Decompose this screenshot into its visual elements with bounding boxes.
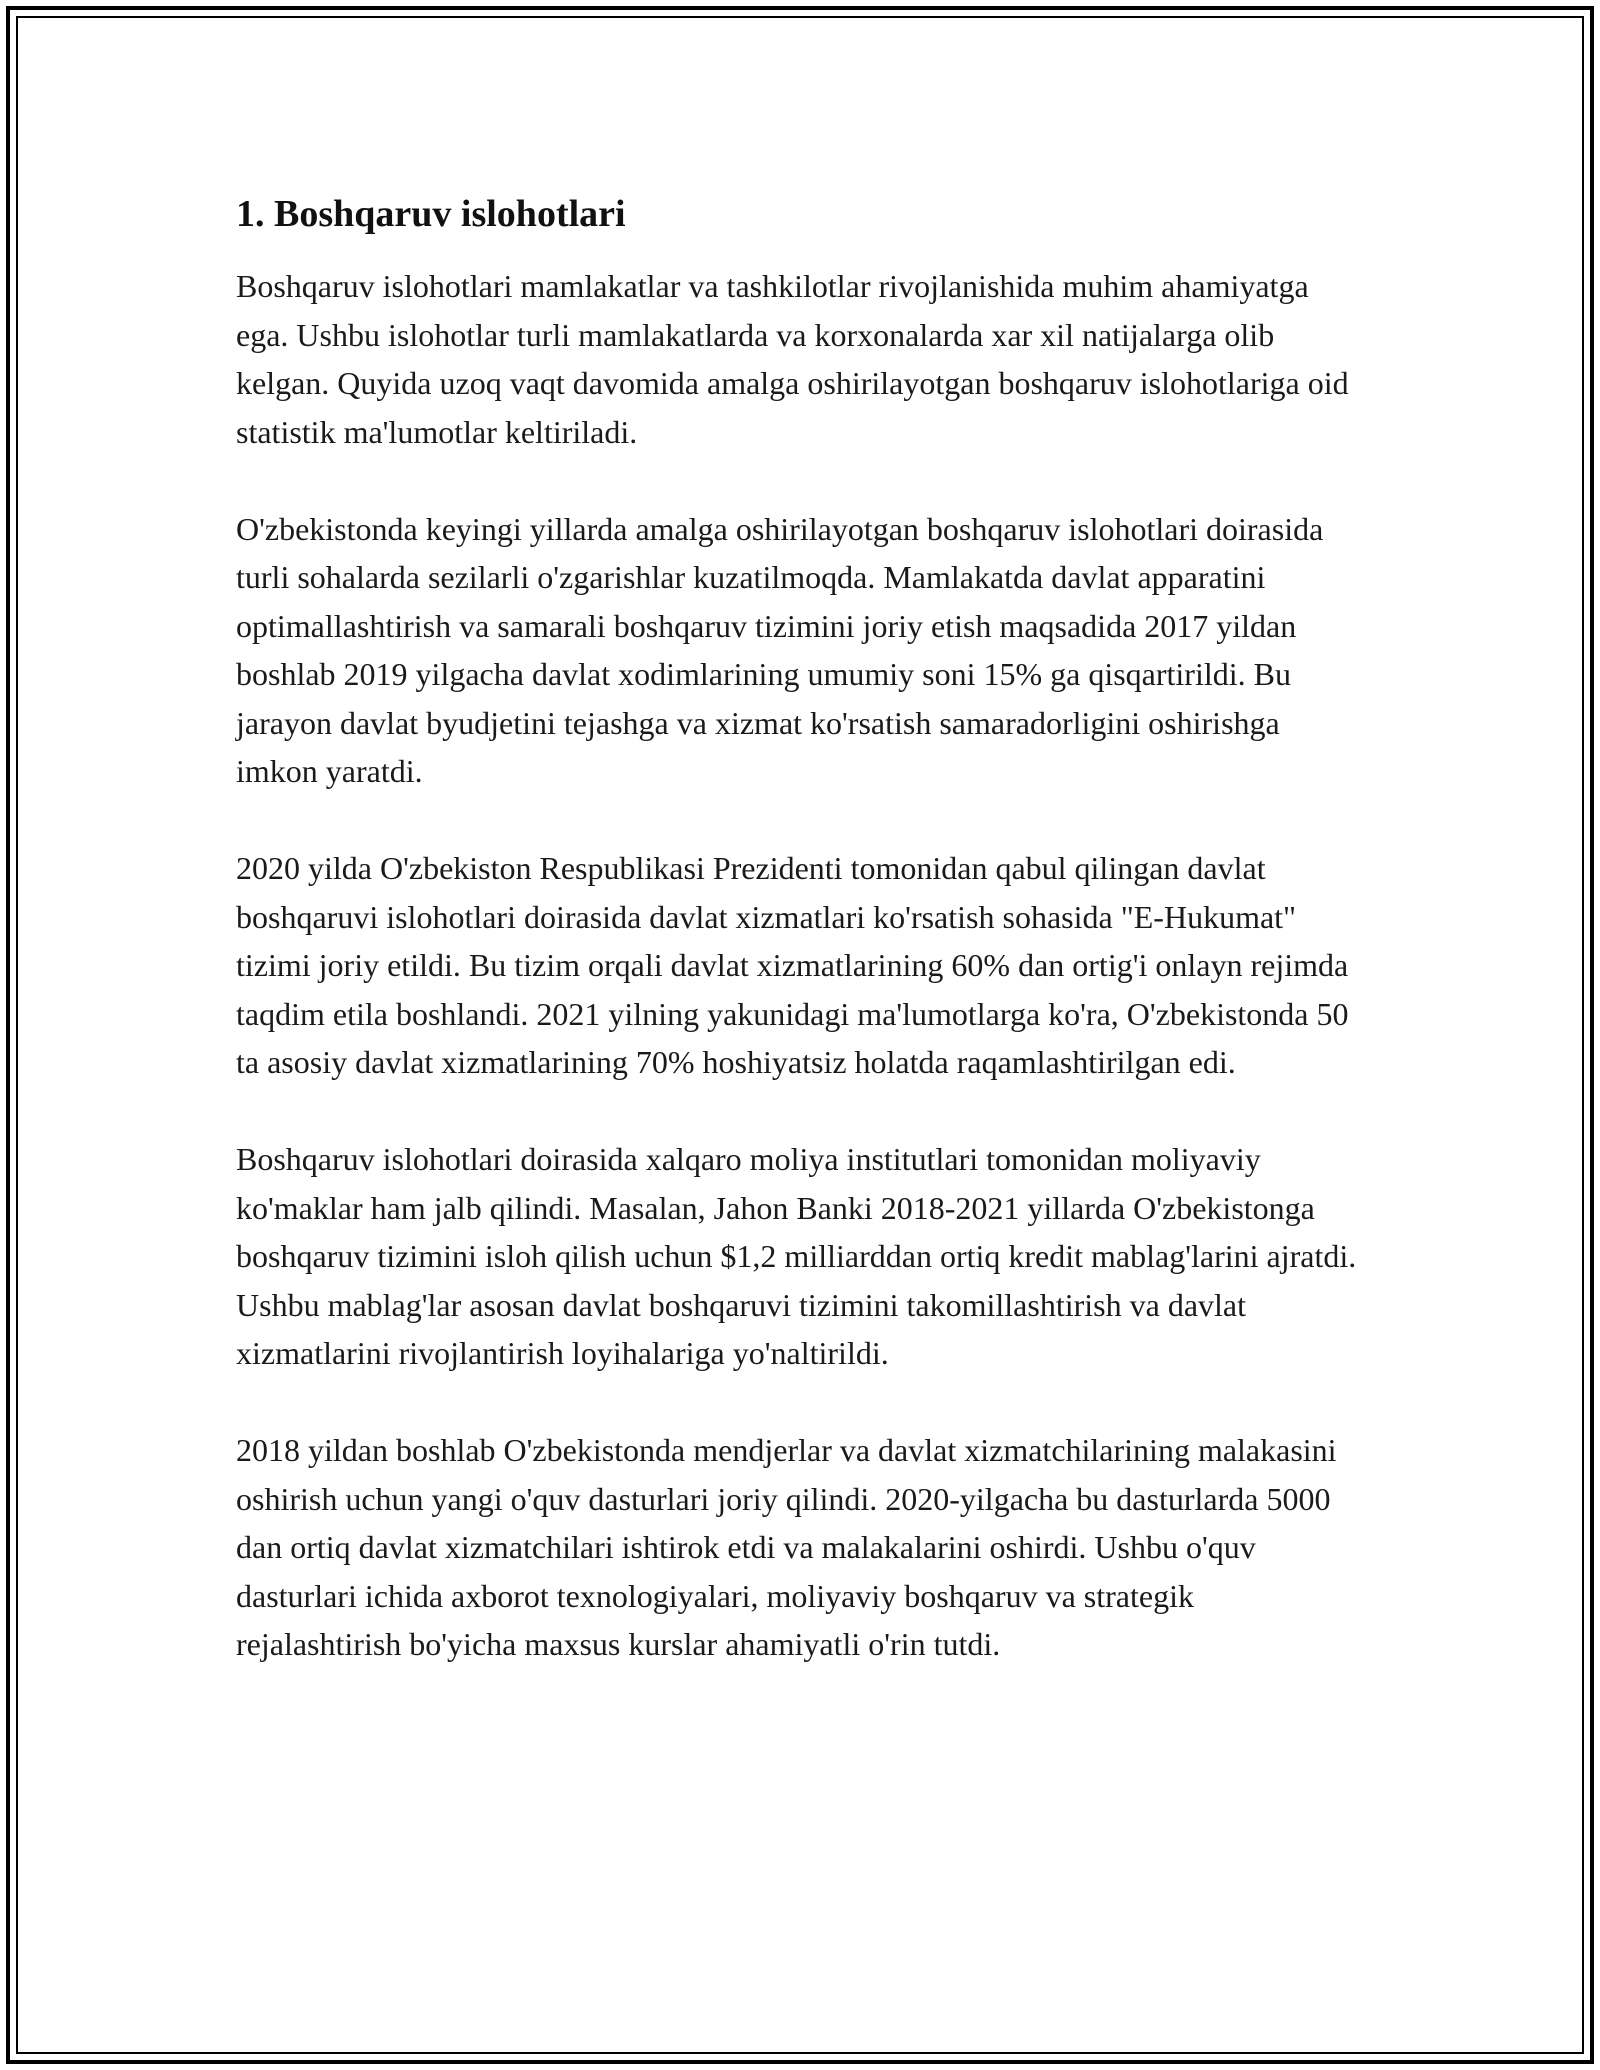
paragraph-staff-reduction: O'zbekistonda keyingi yillarda amalga oshirilayotgan boshqaruv islohotlari doirasida turli sohalarda sezilarli o'zgarishlar kuzatilmoqda. Mamlakatda davlat apparatini optimallashtirish va samarali boshqaruv tizimini joriy etish maqsadida 2017 yildan boshlab 2019 yilgacha davlat xodimlarining umumiy soni 15% ga qisqartirildi. Bu jarayon davlat byudjetini tejashga va xizmat ko'rsatish samaradorligini oshirishga imkon yaratdi. xyxy=(236,510,1324,789)
paragraph-e-government: 2020 yilda O'zbekiston Respublikasi Prezidenti tomonidan qabul qilingan davlat boshqaruvi islohotlari doirasida davlat xizmatlari ko'rsatish sohasida "E-Hukumat" tizimi joriy etildi. Bu tizim orqali davlat xizmatlarining 60% dan ortig'i onlayn rejimda taqdim etila boshlandi. 2021 yilning yakunidagi ma'lumotlarga ko'ra, O'zbekistonda 50 ta asosiy davlat xizmatlarining 70% hoshiyatsiz holatda raqamlashtirilgan edi. xyxy=(236,850,1349,1080)
section-heading: 1. Boshqaruv islohotlari xyxy=(236,193,626,235)
paragraph-world-bank: Boshqaruv islohotlari doirasida xalqaro moliya institutlari tomonidan moliyaviy ko'maklar ham jalb qilindi. Masalan, Jahon Banki 2018-2021 yillarda O'zbekistonga boshqaruv tizimini isloh qilish uchun $1,2 milliarddan ortiq kredit mablag'larini ajratdi. Ushbu mablag'lar asosan davlat boshqaruvi tizimini takomillashtirish va davlat xizmatlarini rivojlantirish loyihalariga yo'naltirildi. xyxy=(236,1141,1357,1371)
document-body xyxy=(236,186,1366,1717)
paragraph-intro: Boshqaruv islohotlari mamlakatlar va tashkilotlar rivojlanishida muhim ahamiyatga ega. Ushbu islohotlar turli mamlakatlarda va korxonalarda xar xil natijalarga olib kelgan. Quyida uzoq vaqt davomida amalga oshirilayotgan boshqaruv islohotlariga oid statistik ma'lumotlar keltiriladi. xyxy=(236,268,1349,450)
paragraph-training-programs: 2018 yildan boshlab O'zbekistonda mendjerlar va davlat xizmatchilarining malakasini oshirish uchun yangi o'quv dasturlari joriy qilindi. 2020-yilgacha bu dasturlarda 5000 dan ortiq davlat xizmatchilari ishtirok etdi va malakalarini oshirdi. Ushbu o'quv dasturlari ichida axborot texnologiyalari, moliyaviy boshqaruv va strategik rejalashtirish bo'yicha maxsus kurslar ahamiyatli o'rin tutdi. xyxy=(236,1432,1337,1662)
